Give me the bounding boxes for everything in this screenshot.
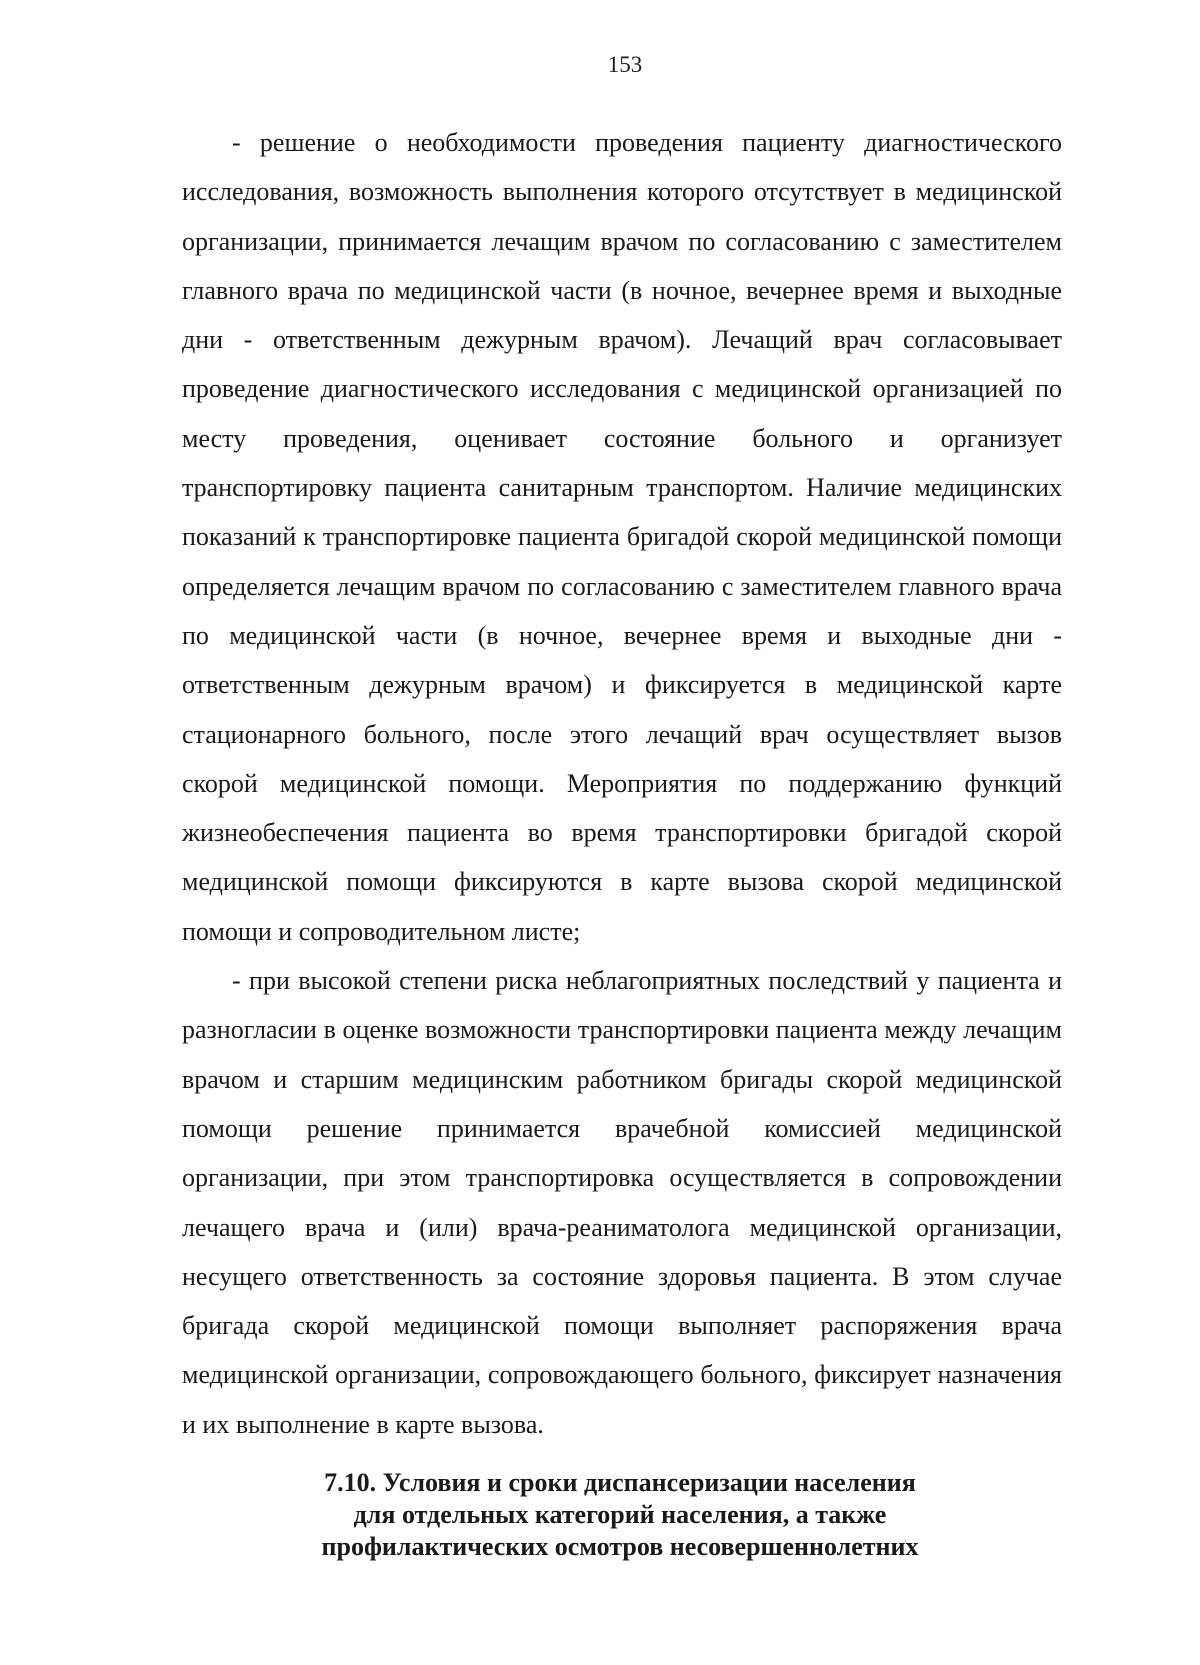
body-text	[182, 118, 1062, 1449]
paragraph-high-risk-transport: - при высокой степени риска неблагоприятных последствий у пациента и разногласии в оценке возможности транспортировки пациента между лечащим врачом и старшим медицинским работником бригады скорой медицинской помощи решение принимается врачебной комиссией медицинской организации, при этом транспортировка осуществляется в сопровождении лечащего врача и (или) врача-реаниматолога медицинской организации, несущего ответственность за состояние здоровья пациента. В этом случае бригада скорой медицинской помощи выполняет распоряжения врача медицинской организации, сопровождающего больного, фиксирует назначения и их выполнение в карте вызова.	[182, 966, 1062, 1439]
section-heading-line-2: для отдельных категорий населения, а также	[353, 1500, 887, 1529]
section-heading-line-3: профилактических осмотров несовершеннолетних	[321, 1532, 919, 1561]
section-heading	[240, 1467, 1000, 1563]
section-heading-line-1: 7.10. Условия и сроки диспансеризации населения	[324, 1468, 916, 1497]
paragraph-diagnostic-transport: - решение о необходимости проведения пациенту диагностического исследования, возможность выполнения которого отсутствует в медицинской организации, принимается лечащим врачом по согласованию с заместителем главного врача по медицинской части (в ночное, вечернее время и выходные дни - ответственным дежурным врачом). Лечащий врач согласовывает проведение диагностического исследования с медицинской организацией по месту проведения, оценивает состояние больного и организует транспортировку пациента санитарным транспортом. Наличие медицинских показаний к транспортировке пациента бригадой скорой медицинской помощи определяется лечащим врачом по согласованию с заместителем главного врача по медицинской части (в ночное, вечернее время и выходные дни - ответственным дежурным врачом) и фиксируется в медицинской карте стационарного больного, после этого лечащий врач осуществляет вызов скорой медицинской помощи. Мероприятия по поддержанию функций жизнеобеспечения пациента во время транспортировки бригадой скорой медицинской помощи фиксируются в карте вызова скорой медицинской помощи и сопроводительном листе;	[182, 128, 1062, 946]
page-number: 153	[607, 52, 643, 77]
